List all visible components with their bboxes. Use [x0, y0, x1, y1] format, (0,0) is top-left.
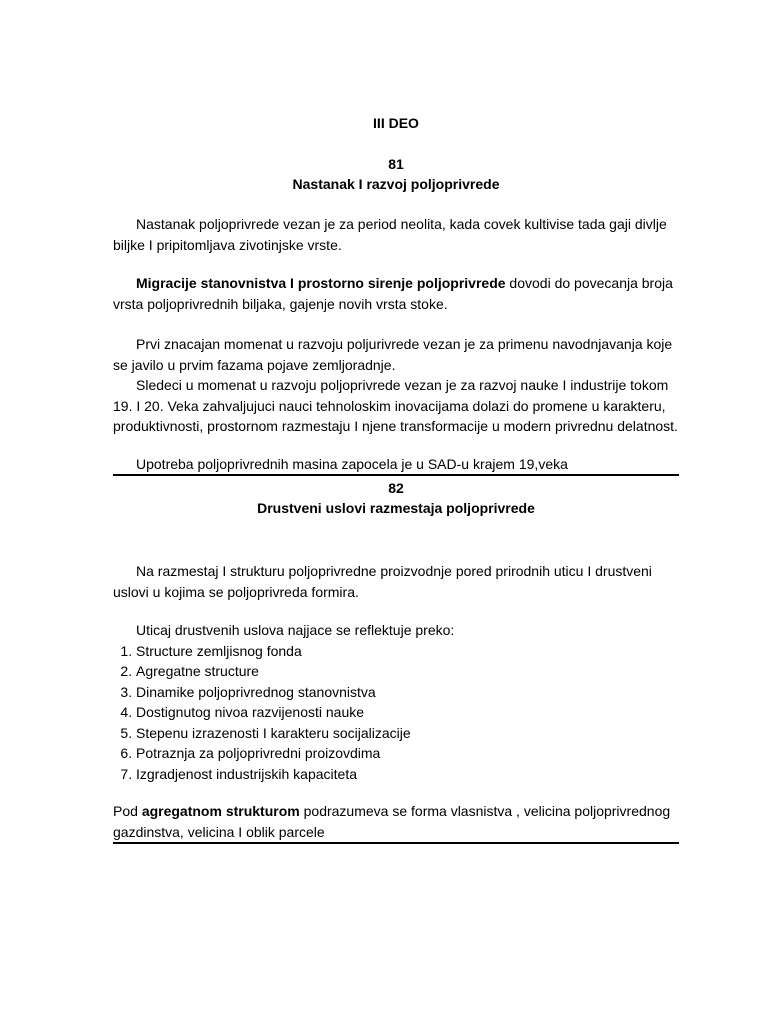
section-81-paragraph-2 [113, 273, 679, 314]
list-item: 2. Agregatne structure [136, 661, 679, 682]
section-81-number: 81 [388, 156, 404, 172]
section-82-paragraph-3-text: podrazumeva se forma vlasnistva , velicina poljoprivrednog gazdinstva, velicina I oblik parcele [113, 803, 671, 840]
section-82-paragraph-3-bold: agregatnom strukturom [141, 803, 300, 819]
list-item: 3. Dinamike poljoprivrednog stanovnistva [136, 682, 679, 703]
page-content [113, 113, 679, 844]
section-82-paragraph-2: Uticaj drustvenih uslova najjace se reflektuje preko: [136, 622, 455, 638]
list-item: 1. Structure zemljisnog fonda [136, 641, 679, 662]
section-81-paragraph-2-text: dovodi do povecanja broja vrsta poljoprivrednih biljaka, gajenje novih vrsta stoke. [113, 275, 673, 312]
section-82-number: 82 [388, 480, 404, 496]
section-divider [113, 474, 679, 476]
list-item: 4. Dostignutog nivoa razvijenosti nauke [136, 702, 679, 723]
section-81-title: Nastanak I razvoj poljoprivrede [292, 176, 500, 192]
section-81-paragraph-1: Nastanak poljoprivrede vezan je za period neolita, kada covek kultivise tada gaji divlje biljke I pripitomljava zivotinjske vrste. [113, 216, 667, 253]
bottom-divider [113, 842, 679, 844]
section-81-paragraph-3: Prvi znacajan momenat u razvoju poljurivrede vezan je za primenu navodnjavanja koje se javilo u prvim fazama pojave zemljoradnje. [113, 336, 673, 373]
section-82-paragraph-3 [113, 801, 679, 842]
list-item: 7. Izgradjenost industrijskih kapaciteta [136, 764, 679, 785]
section-82-title: Drustveni uslovi razmestaja poljoprivrede [257, 500, 535, 516]
influence-list [113, 641, 679, 785]
section-81-paragraph-4: Sledeci u momenat u razvoju poljoprivrede vezan je za razvoj nauke I industrije tokom 19. I 20. Veka zahvaljujuci nauci tehnoloskim inovacijama dolazi do promene u karakteru, produktivnosti, prostornom razmestaju I njene transformacije u modern privrednu delatnost. [113, 377, 678, 434]
section-82-paragraph-1: Na razmestaj I strukturu poljoprivredne proizvodnje pored prirodnih uticu I drustveni uslovi u kojima se poljoprivreda formira. [113, 563, 652, 600]
part-title: III DEO [373, 115, 419, 131]
list-item: 5. Stepenu izrazenosti I karakteru socijalizacije [136, 723, 679, 744]
section-82-paragraph-3-prefix: Pod [113, 803, 142, 819]
section-81-paragraph-2-bold: Migracije stanovnistva I prostorno sirenje poljoprivrede [136, 275, 506, 291]
section-81-paragraph-5: Upotreba poljoprivrednih masina zapocela je u SAD-u krajem 19,veka [136, 455, 568, 472]
list-item: 6. Potraznja za poljoprivredni proizovdima [136, 743, 679, 764]
